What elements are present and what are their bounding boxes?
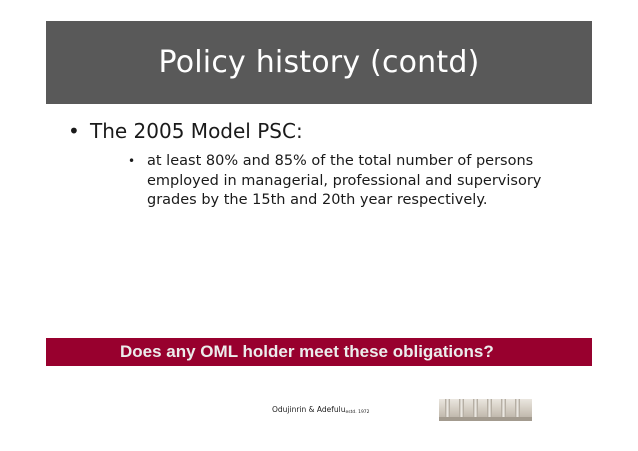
classical-columns-logo-icon	[439, 399, 532, 421]
sub-bullet-text: at least 80% and 85% of the total number of persons employed in managerial, professional and supervisory grades by the 15th and 20th year respectively.	[147, 153, 542, 208]
sub-bullet-dot-icon: •	[128, 154, 136, 168]
bullet-item	[68, 118, 588, 144]
bullet-dot-icon: •	[68, 119, 80, 143]
callout-bar	[46, 338, 592, 366]
footer-credit	[272, 405, 370, 415]
callout-question: Does any OML holder meet these obligations?	[120, 342, 494, 361]
footer-firm-name: Odujinrin & Adefulu	[272, 405, 346, 414]
bullet-text: The 2005 Model PSC:	[90, 119, 303, 143]
title-bar	[46, 21, 592, 104]
slide-title: Policy history (contd)	[158, 45, 480, 80]
slide-content	[68, 118, 588, 211]
sub-bullet-item	[128, 152, 560, 211]
footer-established: estd. 1972	[345, 410, 370, 415]
